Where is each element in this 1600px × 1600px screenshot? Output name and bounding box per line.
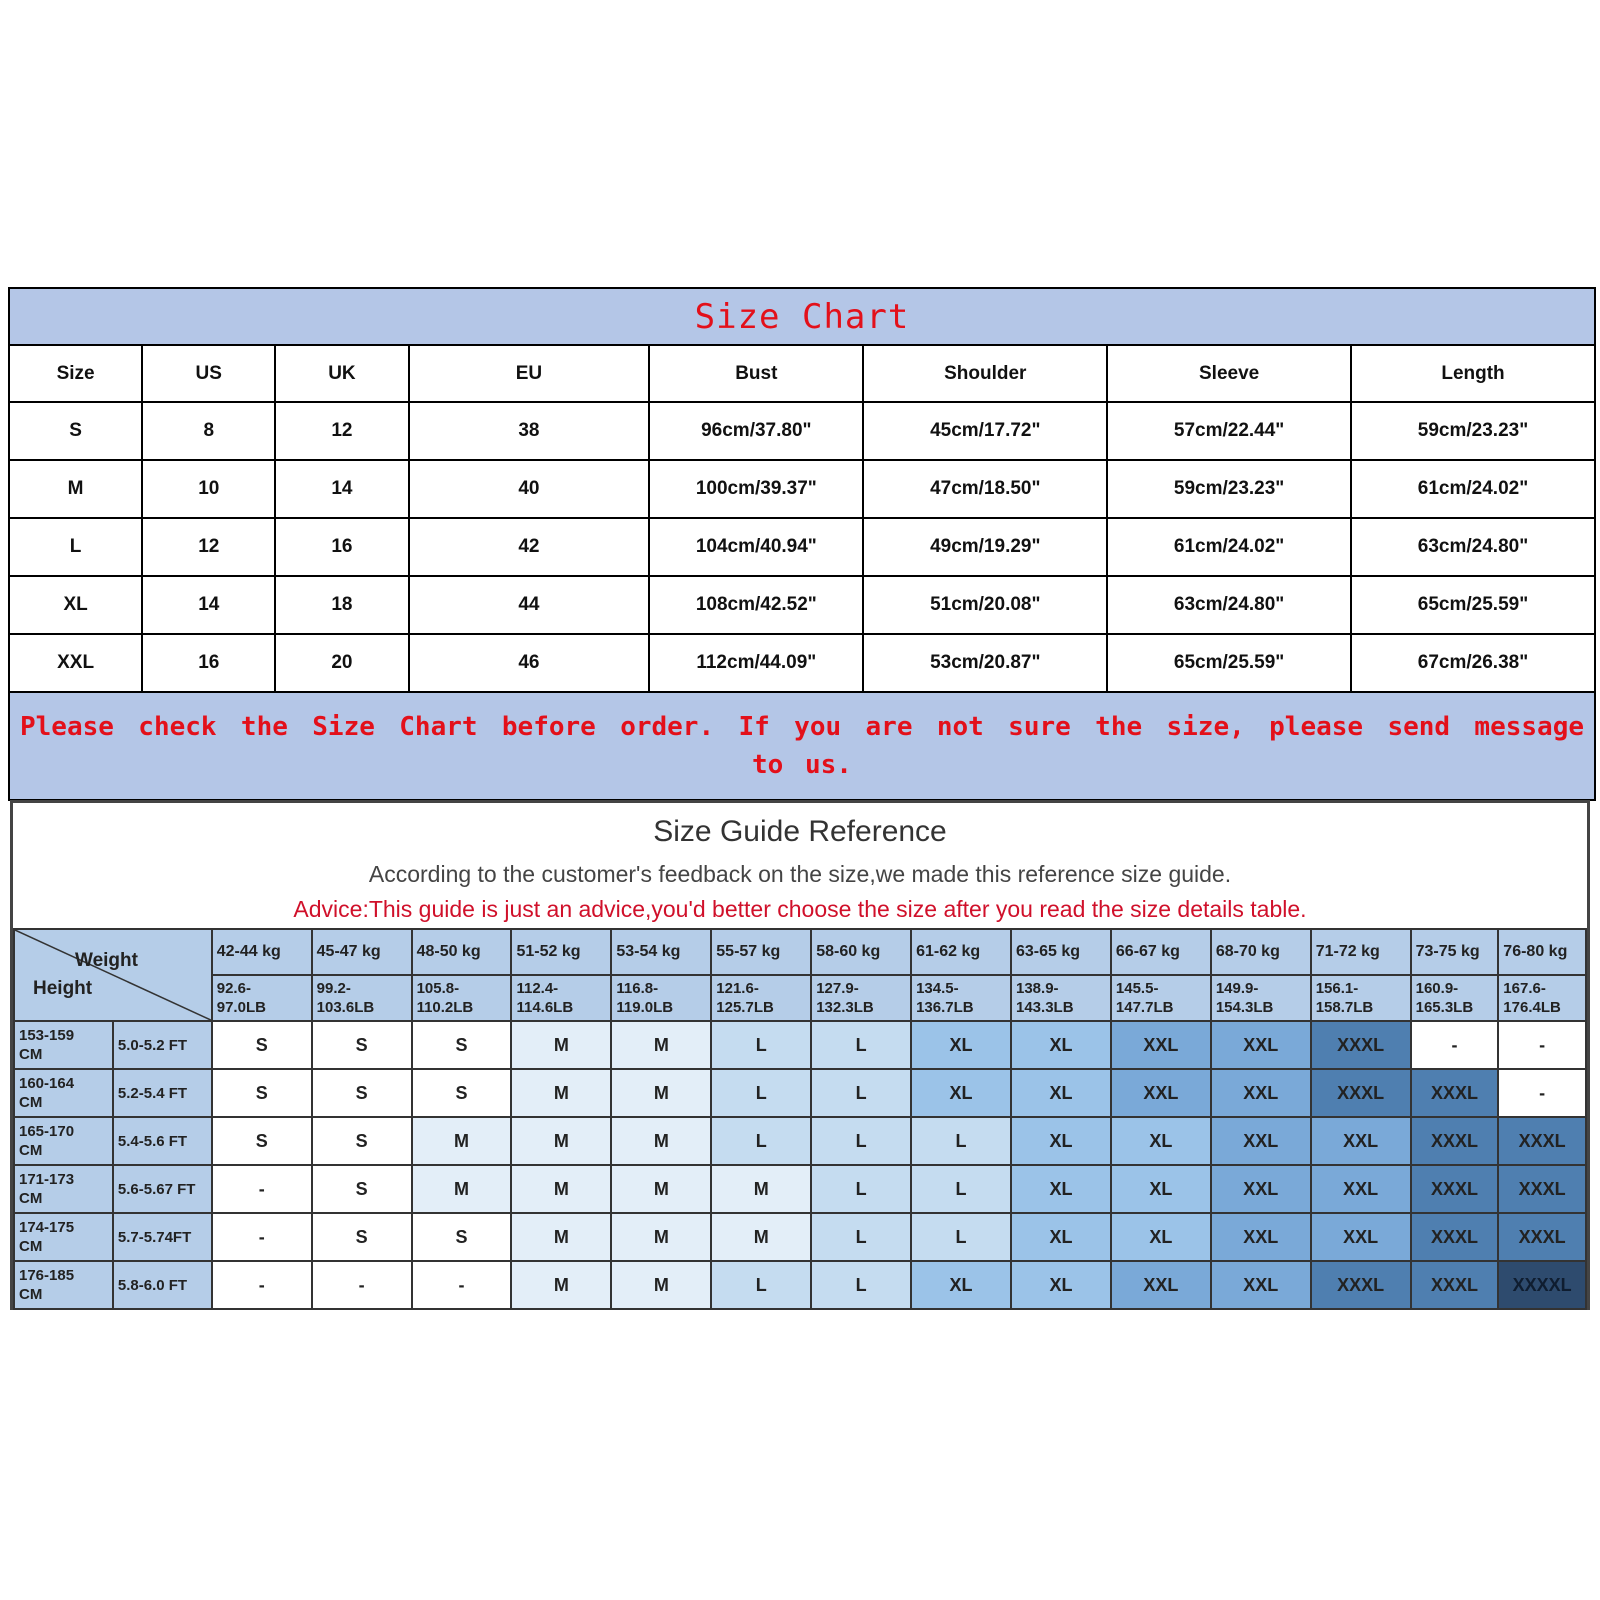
size-recommendation-cell: XL [911, 1021, 1011, 1069]
weight-lb-line: 160.9- [1415, 980, 1459, 997]
weight-lb-cell [811, 975, 911, 1021]
size-recommendation-cell: XL [1011, 1213, 1111, 1261]
size-chart-row [9, 460, 1595, 518]
height-cm-cell [14, 1213, 113, 1261]
size-chart-cell: 63cm/24.80" [1351, 518, 1595, 576]
size-chart-cell: 61cm/24.02" [1107, 518, 1351, 576]
height-ft-cell: 5.8-6.0 FT [113, 1261, 212, 1309]
size-chart-header-bust: Bust [649, 345, 863, 402]
size-chart-header-sleeve: Sleeve [1107, 345, 1351, 402]
size-recommendation-cell: XXXL [1411, 1117, 1499, 1165]
weight-lb-line: 103.6LB [316, 999, 375, 1016]
size-chart-row [9, 402, 1595, 460]
size-chart-cell: 42 [409, 518, 650, 576]
size-recommendation-cell: XL [1011, 1021, 1111, 1069]
size-recommendation-cell: S [312, 1069, 412, 1117]
weight-lb-line: 114.6LB [516, 999, 574, 1016]
weight-lb-line: 110.2LB [416, 999, 474, 1016]
size-recommendation-cell: L [911, 1213, 1011, 1261]
size-recommendation-cell: XXXL [1411, 1165, 1499, 1213]
weight-lb-cell [412, 975, 512, 1021]
size-recommendation-cell: M [611, 1165, 711, 1213]
height-row [14, 1261, 1586, 1309]
size-chart-cell: 47cm/18.50" [863, 460, 1107, 518]
weight-kg-cell: 71-72 kg [1311, 929, 1411, 975]
size-recommendation-cell: XXL [1211, 1261, 1311, 1309]
height-cm-line: CM [19, 1190, 43, 1207]
size-chart-cell: 18 [275, 576, 408, 634]
weight-kg-row [14, 929, 1586, 975]
size-recommendation-cell: - [212, 1261, 312, 1309]
size-recommendation-cell: XXL [1211, 1021, 1311, 1069]
height-cm-line: CM [19, 1286, 43, 1303]
height-cm-line: 153-159 [19, 1027, 75, 1044]
weight-lb-line: 121.6- [716, 980, 759, 997]
size-recommendation-cell: - [212, 1165, 312, 1213]
size-recommendation-cell: L [811, 1261, 911, 1309]
size-guide-panel [10, 800, 1590, 1310]
weight-lb-line: 176.4LB [1503, 999, 1561, 1016]
height-cm-cell [14, 1165, 113, 1213]
height-cm-line: 165-170 [19, 1123, 75, 1140]
size-chart-row [9, 634, 1595, 692]
height-cm-cell [14, 1021, 113, 1069]
size-recommendation-cell: XXL [1311, 1117, 1411, 1165]
weight-lb-cell [511, 975, 611, 1021]
size-recommendation-cell: XL [1111, 1213, 1211, 1261]
height-row [14, 1069, 1586, 1117]
size-chart-cell: 45cm/17.72" [863, 402, 1107, 460]
size-chart-cell: 63cm/24.80" [1107, 576, 1351, 634]
size-chart-notice: Please check the Size Chart before order. If you are not sure the size, please send message to us. [9, 692, 1595, 800]
size-guide-subtitle: According to the customer's feedback on the size,we made this reference size guide. [368, 861, 1232, 887]
weight-lb-line: 145.5- [1115, 980, 1159, 997]
size-recommendation-cell: XXXXL [1498, 1261, 1586, 1309]
size-chart-header-row [9, 345, 1595, 402]
weight-lb-cell [1498, 975, 1586, 1021]
size-chart-cell: 65cm/25.59" [1351, 576, 1595, 634]
size-chart-cell: 46 [409, 634, 650, 692]
size-chart-cell: 100cm/39.37" [649, 460, 863, 518]
size-recommendation-cell: XL [1111, 1117, 1211, 1165]
size-chart-cell: 16 [142, 634, 275, 692]
size-recommendation-cell: M [511, 1021, 611, 1069]
size-recommendation-cell: XL [911, 1261, 1011, 1309]
weight-lb-row [14, 975, 1586, 1021]
size-chart-cell: 49cm/19.29" [863, 518, 1107, 576]
size-chart-cell: L [9, 518, 142, 576]
height-cm-line: CM [19, 1238, 43, 1255]
weight-lb-line: 112.4- [516, 980, 559, 997]
weight-lb-cell [212, 975, 312, 1021]
weight-lb-line: 149.9- [1215, 980, 1259, 997]
size-recommendation-cell: M [511, 1213, 611, 1261]
size-recommendation-cell: L [711, 1069, 811, 1117]
size-chart-cell: S [9, 402, 142, 460]
weight-lb-cell [911, 975, 1011, 1021]
size-recommendation-cell: - [1411, 1021, 1499, 1069]
size-chart-cell: 59cm/23.23" [1351, 402, 1595, 460]
weight-height-corner [14, 929, 212, 1021]
size-chart-header-shoulder: Shoulder [863, 345, 1107, 402]
weight-kg-cell: 55-57 kg [711, 929, 811, 975]
weight-lb-line: 105.8- [416, 980, 460, 997]
weight-kg-cell: 61-62 kg [911, 929, 1011, 975]
weight-lb-line: 136.7LB [916, 999, 974, 1016]
weight-lb-line: 92.6- [216, 980, 251, 997]
height-cm-line: 174-175 [19, 1219, 75, 1236]
size-recommendation-cell: XL [1111, 1165, 1211, 1213]
size-recommendation-cell: M [412, 1165, 512, 1213]
size-recommendation-cell: XXXL [1498, 1117, 1586, 1165]
height-ft-cell: 5.6-5.67 FT [113, 1165, 212, 1213]
weight-lb-cell [1111, 975, 1211, 1021]
size-recommendation-cell: S [412, 1213, 512, 1261]
size-recommendation-cell: S [412, 1021, 512, 1069]
size-recommendation-cell: XL [1011, 1069, 1111, 1117]
size-recommendation-cell: L [711, 1021, 811, 1069]
weight-lb-line: 97.0LB [216, 999, 266, 1016]
weight-kg-cell: 42-44 kg [212, 929, 312, 975]
size-recommendation-cell: XXL [1111, 1261, 1211, 1309]
weight-kg-cell: 66-67 kg [1111, 929, 1211, 975]
size-chart-cell: 53cm/20.87" [863, 634, 1107, 692]
size-recommendation-cell: XXL [1311, 1213, 1411, 1261]
height-cm-cell [14, 1117, 113, 1165]
size-chart-header-size: Size [9, 345, 142, 402]
weight-lb-cell [711, 975, 811, 1021]
size-chart-cell: 112cm/44.09" [649, 634, 863, 692]
weight-lb-cell [312, 975, 412, 1021]
size-recommendation-cell: M [611, 1261, 711, 1309]
size-recommendation-cell: S [212, 1021, 312, 1069]
size-recommendation-cell: S [212, 1117, 312, 1165]
size-recommendation-cell: M [611, 1021, 711, 1069]
size-chart-cell: 108cm/42.52" [649, 576, 863, 634]
size-chart-cell: 104cm/40.94" [649, 518, 863, 576]
weight-lb-line: 167.6- [1503, 980, 1546, 997]
size-guide-title: Size Guide Reference [653, 815, 947, 848]
weight-kg-cell: 58-60 kg [811, 929, 911, 975]
size-recommendation-cell: M [511, 1069, 611, 1117]
weight-lb-line: 138.9- [1016, 980, 1059, 997]
weight-kg-cell: 63-65 kg [1011, 929, 1111, 975]
size-recommendation-cell: XXXL [1411, 1261, 1499, 1309]
height-ft-cell: 5.4-5.6 FT [113, 1117, 212, 1165]
size-recommendation-cell: XXL [1211, 1069, 1311, 1117]
height-ft-cell: 5.0-5.2 FT [113, 1021, 212, 1069]
height-cm-line: CM [19, 1142, 43, 1159]
size-recommendation-cell: XXXL [1498, 1165, 1586, 1213]
weight-lb-line: 119.0LB [616, 999, 674, 1016]
height-ft-cell: 5.2-5.4 FT [113, 1069, 212, 1117]
weight-kg-cell: 53-54 kg [611, 929, 711, 975]
size-chart-table [8, 287, 1596, 801]
size-recommendation-cell: L [811, 1165, 911, 1213]
weight-lb-line: 116.8- [616, 980, 659, 997]
weight-lb-line: 134.5- [916, 980, 959, 997]
size-recommendation-cell: L [811, 1021, 911, 1069]
size-chart-cell: 61cm/24.02" [1351, 460, 1595, 518]
size-chart-cell: 51cm/20.08" [863, 576, 1107, 634]
size-guide-table [13, 928, 1587, 1310]
size-recommendation-cell: L [711, 1261, 811, 1309]
size-recommendation-cell: S [312, 1021, 412, 1069]
weight-lb-cell [1311, 975, 1411, 1021]
size-chart-header-length: Length [1351, 345, 1595, 402]
size-chart-cell: 14 [275, 460, 408, 518]
weight-lb-cell [1411, 975, 1499, 1021]
size-chart-cell: 10 [142, 460, 275, 518]
size-chart-cell: M [9, 460, 142, 518]
size-chart-cell: 8 [142, 402, 275, 460]
height-row [14, 1117, 1586, 1165]
size-recommendation-cell: L [911, 1117, 1011, 1165]
size-recommendation-cell: XXXL [1411, 1069, 1499, 1117]
size-recommendation-cell: XL [1011, 1117, 1111, 1165]
weight-lb-line: 127.9- [816, 980, 859, 997]
corner-diagonal-line [15, 930, 211, 1020]
size-recommendation-cell: M [611, 1117, 711, 1165]
size-recommendation-cell: M [711, 1213, 811, 1261]
size-recommendation-cell: M [711, 1165, 811, 1213]
size-recommendation-cell: - [312, 1261, 412, 1309]
size-recommendation-cell: XL [1011, 1165, 1111, 1213]
weight-lb-line: 154.3LB [1215, 999, 1274, 1016]
size-recommendation-cell: XXXL [1311, 1021, 1411, 1069]
size-recommendation-cell: S [312, 1117, 412, 1165]
size-chart-cell: 57cm/22.44" [1107, 402, 1351, 460]
height-cm-line: CM [19, 1046, 43, 1063]
size-recommendation-cell: XXXL [1311, 1069, 1411, 1117]
weight-lb-line: 132.3LB [816, 999, 874, 1016]
size-recommendation-cell: S [312, 1165, 412, 1213]
weight-lb-cell [1211, 975, 1311, 1021]
size-chart-row [9, 518, 1595, 576]
size-chart-cell: 20 [275, 634, 408, 692]
size-recommendation-cell: - [1498, 1021, 1586, 1069]
size-chart-cell: 12 [275, 402, 408, 460]
size-recommendation-cell: - [1498, 1069, 1586, 1117]
size-chart-title: Size Chart [9, 288, 1595, 345]
height-cm-cell [14, 1069, 113, 1117]
weight-label: Weight [75, 950, 138, 971]
size-chart-cell: XXL [9, 634, 142, 692]
size-guide-advice: Advice:This guide is just an advice,you'd better choose the size after you read the size details table. [293, 896, 1307, 922]
height-label: Height [33, 978, 93, 999]
size-chart-header-uk: UK [275, 345, 408, 402]
height-ft-cell: 5.7-5.74FT [113, 1213, 212, 1261]
size-recommendation-cell: M [412, 1117, 512, 1165]
size-recommendation-cell: XXL [1211, 1117, 1311, 1165]
weight-kg-cell: 73-75 kg [1411, 929, 1499, 975]
weight-lb-cell [1011, 975, 1111, 1021]
height-cm-cell [14, 1261, 113, 1309]
size-chart-header-eu: EU [409, 345, 650, 402]
size-recommendation-cell: S [412, 1069, 512, 1117]
weight-kg-cell: 51-52 kg [511, 929, 611, 975]
height-cm-line: 176-185 [19, 1267, 75, 1284]
size-chart-cell: 40 [409, 460, 650, 518]
size-recommendation-cell: L [911, 1165, 1011, 1213]
size-recommendation-cell: S [312, 1213, 412, 1261]
size-recommendation-cell: XXXL [1411, 1213, 1499, 1261]
weight-lb-line: 125.7LB [716, 999, 774, 1016]
size-chart-cell: 59cm/23.23" [1107, 460, 1351, 518]
size-chart-cell: 96cm/37.80" [649, 402, 863, 460]
size-recommendation-cell: XXL [1111, 1069, 1211, 1117]
size-recommendation-cell: M [511, 1165, 611, 1213]
size-recommendation-cell: - [412, 1261, 512, 1309]
size-chart-row [9, 576, 1595, 634]
size-recommendation-cell: M [511, 1261, 611, 1309]
size-recommendation-cell: M [611, 1213, 711, 1261]
size-recommendation-cell: L [811, 1117, 911, 1165]
size-chart-cell: 67cm/26.38" [1351, 634, 1595, 692]
size-recommendation-cell: L [811, 1213, 911, 1261]
weight-lb-line: 143.3LB [1016, 999, 1074, 1016]
weight-lb-line: 165.3LB [1415, 999, 1474, 1016]
size-recommendation-cell: M [611, 1069, 711, 1117]
size-chart-cell: 65cm/25.59" [1107, 634, 1351, 692]
size-recommendation-cell: XXXL [1311, 1261, 1411, 1309]
height-cm-line: CM [19, 1094, 43, 1111]
size-chart-cell: 38 [409, 402, 650, 460]
size-chart-cell: XL [9, 576, 142, 634]
weight-kg-cell: 68-70 kg [1211, 929, 1311, 975]
weight-lb-line: 158.7LB [1315, 999, 1374, 1016]
size-recommendation-cell: XL [911, 1069, 1011, 1117]
weight-lb-line: 99.2- [316, 980, 351, 997]
size-recommendation-cell: M [511, 1117, 611, 1165]
size-recommendation-cell: L [811, 1069, 911, 1117]
size-recommendation-cell: S [212, 1069, 312, 1117]
size-chart-cell: 16 [275, 518, 408, 576]
size-recommendation-cell: XXL [1311, 1165, 1411, 1213]
weight-kg-cell: 45-47 kg [312, 929, 412, 975]
weight-lb-cell [611, 975, 711, 1021]
height-row [14, 1021, 1586, 1069]
size-recommendation-cell: XXL [1211, 1165, 1311, 1213]
size-recommendation-cell: XXL [1211, 1213, 1311, 1261]
size-chart-cell: 12 [142, 518, 275, 576]
size-chart-header-us: US [142, 345, 275, 402]
size-chart-cell: 14 [142, 576, 275, 634]
size-recommendation-cell: XXXL [1498, 1213, 1586, 1261]
height-cm-line: 160-164 [19, 1075, 75, 1092]
height-row [14, 1213, 1586, 1261]
size-chart-cell: 44 [409, 576, 650, 634]
weight-lb-line: 147.7LB [1115, 999, 1174, 1016]
weight-kg-cell: 48-50 kg [412, 929, 512, 975]
size-recommendation-cell: L [711, 1117, 811, 1165]
size-recommendation-cell: XL [1011, 1261, 1111, 1309]
weight-kg-cell: 76-80 kg [1498, 929, 1586, 975]
weight-lb-line: 156.1- [1315, 980, 1359, 997]
height-row [14, 1165, 1586, 1213]
size-recommendation-cell: - [212, 1213, 312, 1261]
height-cm-line: 171-173 [19, 1171, 75, 1188]
size-recommendation-cell: XXL [1111, 1021, 1211, 1069]
